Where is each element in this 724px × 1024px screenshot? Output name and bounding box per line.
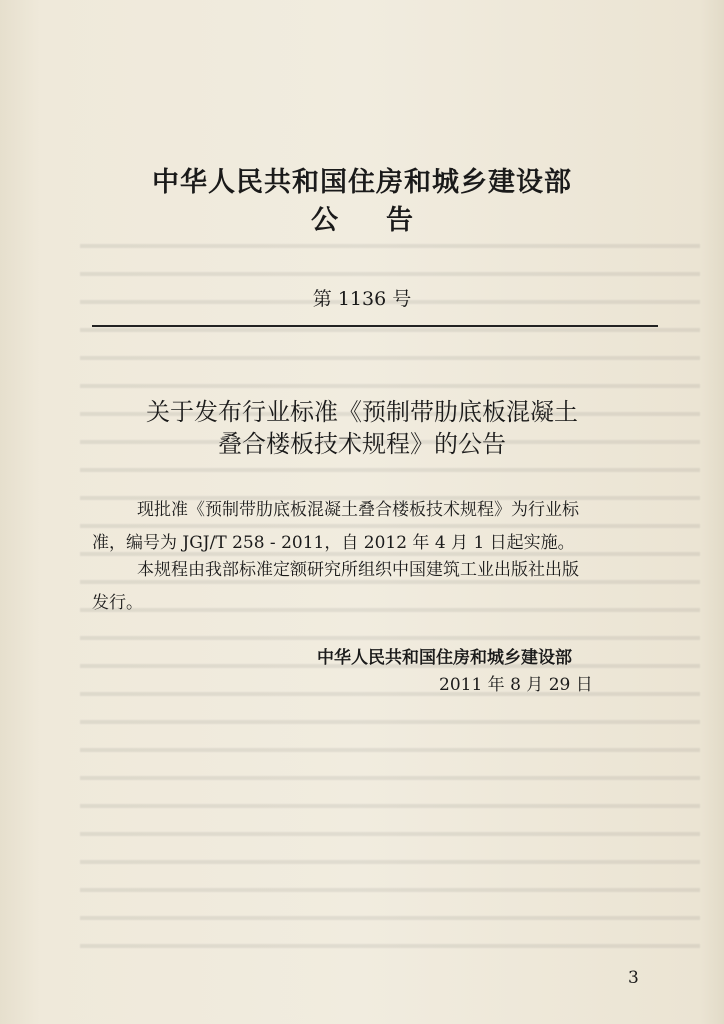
ministry-heading: 中华人民共和国住房和城乡建设部: [152, 167, 572, 198]
divider-rule: [92, 325, 658, 327]
body-paragraph-2-line-1: 本规程由我部标准定额研究所组织中国建筑工业出版社出版: [137, 560, 579, 580]
issue-date: 2011 年 8 月 29 日: [439, 675, 593, 695]
body-paragraph-1-line-2: 准，编号为 JGJ/T 258 - 2011，自 2012 年 4 月 1 日起实施。: [92, 533, 575, 553]
bleed-through-text: [80, 230, 700, 950]
notice-title-line-2: 叠合楼板技术规程》的公告: [218, 430, 506, 458]
announcement-heading: 公告: [311, 205, 461, 236]
announcement-number: 第 1136 号: [312, 288, 412, 310]
page-number: 3: [628, 968, 639, 988]
issuer-signature: 中华人民共和国住房和城乡建设部: [317, 648, 572, 668]
notice-title-line-1: 关于发布行业标准《预制带肋底板混凝土: [146, 398, 578, 426]
body-paragraph-2-line-2: 发行。: [92, 593, 143, 613]
body-paragraph-1-line-1: 现批准《预制带肋底板混凝土叠合楼板技术规程》为行业标: [137, 500, 579, 520]
